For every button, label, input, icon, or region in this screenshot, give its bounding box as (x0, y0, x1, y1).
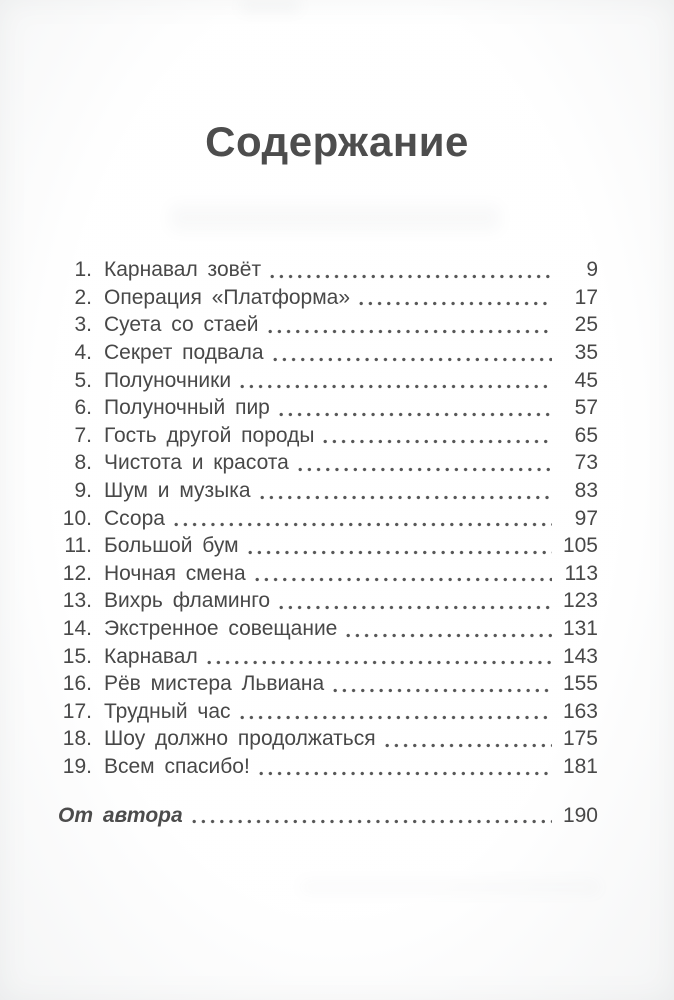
leader-dots (192, 819, 552, 824)
toc-entry-page: 190 (562, 803, 598, 827)
toc-entry-number: 14. (62, 617, 92, 641)
bleed-through-artifact (300, 880, 600, 894)
toc-row (58, 477, 598, 505)
toc-entry-title: Гость другой породы (104, 423, 315, 447)
toc-entry-title: От автора (58, 803, 183, 827)
toc-entry-page: 97 (574, 506, 598, 530)
toc-entry-page: 123 (562, 589, 598, 613)
toc-entry-number: 6. (74, 396, 92, 420)
toc-row (58, 698, 598, 726)
bleed-through-artifact (170, 205, 500, 231)
toc-entry-page: 105 (562, 534, 598, 558)
toc-entry-page: 155 (562, 672, 598, 696)
toc-entry-number: 17. (62, 699, 92, 723)
leader-dots (270, 274, 552, 279)
toc-entry-page: 83 (574, 479, 598, 503)
toc-row (58, 670, 598, 698)
leader-dots (259, 771, 552, 776)
toc-row (58, 339, 598, 367)
toc-entry-number: 9. (74, 479, 92, 503)
toc-row (58, 449, 598, 477)
leader-dots (279, 605, 552, 610)
toc-entry-page: 65 (574, 423, 598, 447)
table-of-contents (0, 256, 674, 829)
toc-row (58, 725, 598, 753)
toc-row (58, 615, 598, 643)
toc-entry-title: Полуночный пир (104, 396, 270, 420)
toc-entry-title: Полуночники (104, 368, 232, 392)
toc-row (58, 367, 598, 395)
leader-dots (359, 301, 552, 306)
toc-row (58, 311, 598, 339)
toc-row (58, 394, 598, 422)
toc-entry-page: 45 (574, 368, 598, 392)
toc-entry-title: Трудный час (104, 699, 231, 723)
toc-rows (58, 256, 598, 780)
toc-entry-number: 15. (62, 644, 92, 668)
leader-dots (248, 550, 552, 555)
toc-entry-title: Секрет подвала (104, 341, 264, 365)
toc-entry-number: 2. (74, 285, 92, 309)
toc-entry-title: Рёв мистера Львиана (104, 672, 325, 696)
bleed-through-artifact (240, 2, 300, 10)
toc-entry-page: 73 (574, 451, 598, 475)
toc-row (58, 587, 598, 615)
toc-footer-row (58, 802, 598, 830)
toc-entry-number: 10. (62, 506, 92, 530)
toc-entry-number: 18. (62, 727, 92, 751)
toc-entry-page: 181 (562, 754, 598, 778)
toc-entry-title: Ночная смена (104, 561, 246, 585)
toc-entry-number: 11. (64, 534, 92, 558)
page-title: Содержание (205, 118, 469, 165)
toc-row (58, 284, 598, 312)
toc-entry-title: Шоу должно продолжаться (104, 727, 376, 751)
toc-entry-title: Экстренное совещание (104, 617, 338, 641)
toc-entry-number: 8. (74, 451, 92, 475)
toc-entry-title: Всем спасибо! (104, 754, 250, 778)
toc-entry-page: 9 (586, 258, 598, 282)
toc-entry-page: 17 (574, 285, 598, 309)
leader-dots (385, 743, 552, 748)
toc-entry-page: 163 (562, 699, 598, 723)
leader-dots (279, 412, 552, 417)
toc-row (58, 560, 598, 588)
toc-entry-title: Суета со стаей (104, 313, 259, 337)
leader-dots (333, 688, 552, 693)
leader-dots (240, 715, 552, 720)
leader-dots (207, 660, 552, 665)
toc-entry-page: 25 (574, 313, 598, 337)
toc-entry-number: 19. (62, 754, 92, 778)
toc-row (58, 422, 598, 450)
toc-row (58, 753, 598, 781)
toc-entry-number: 7. (74, 423, 92, 447)
toc-entry-title: Чистота и красота (104, 451, 289, 475)
leader-dots (323, 439, 552, 444)
toc-entry-page: 143 (562, 644, 598, 668)
leader-dots (174, 522, 552, 527)
toc-entry-page: 113 (564, 561, 598, 585)
toc-entry-page: 35 (574, 341, 598, 365)
leader-dots (240, 384, 552, 389)
leader-dots (255, 577, 552, 582)
toc-entry-title: Ссора (104, 506, 165, 530)
toc-entry-title: Операция «Платформа» (104, 285, 351, 309)
toc-entry-title: Карнавал зовёт (104, 258, 262, 282)
toc-entry-title: Большой бум (104, 534, 239, 558)
leader-dots (260, 495, 552, 500)
leader-dots (268, 329, 552, 334)
leader-dots (346, 633, 552, 638)
toc-entry-number: 13. (62, 589, 92, 613)
leader-dots (273, 357, 552, 362)
toc-entry-title: Вихрь фламинго (104, 589, 271, 613)
toc-entry-number: 3. (74, 313, 92, 337)
toc-entry-number: 1. (74, 258, 92, 282)
leader-dots (298, 467, 552, 472)
toc-entry-title: Шум и музыка (104, 479, 251, 503)
toc-row (58, 505, 598, 533)
toc-entry-number: 5. (74, 368, 92, 392)
toc-entry-number: 16. (62, 672, 92, 696)
toc-row (58, 256, 598, 284)
toc-row (58, 532, 598, 560)
toc-entry-page: 57 (574, 396, 598, 420)
toc-entry-number: 4. (74, 341, 92, 365)
toc-row (58, 643, 598, 671)
toc-entry-title: Карнавал (104, 644, 198, 668)
toc-entry-page: 131 (562, 617, 598, 641)
toc-entry-number: 12. (62, 561, 92, 585)
toc-entry-page: 175 (562, 727, 598, 751)
